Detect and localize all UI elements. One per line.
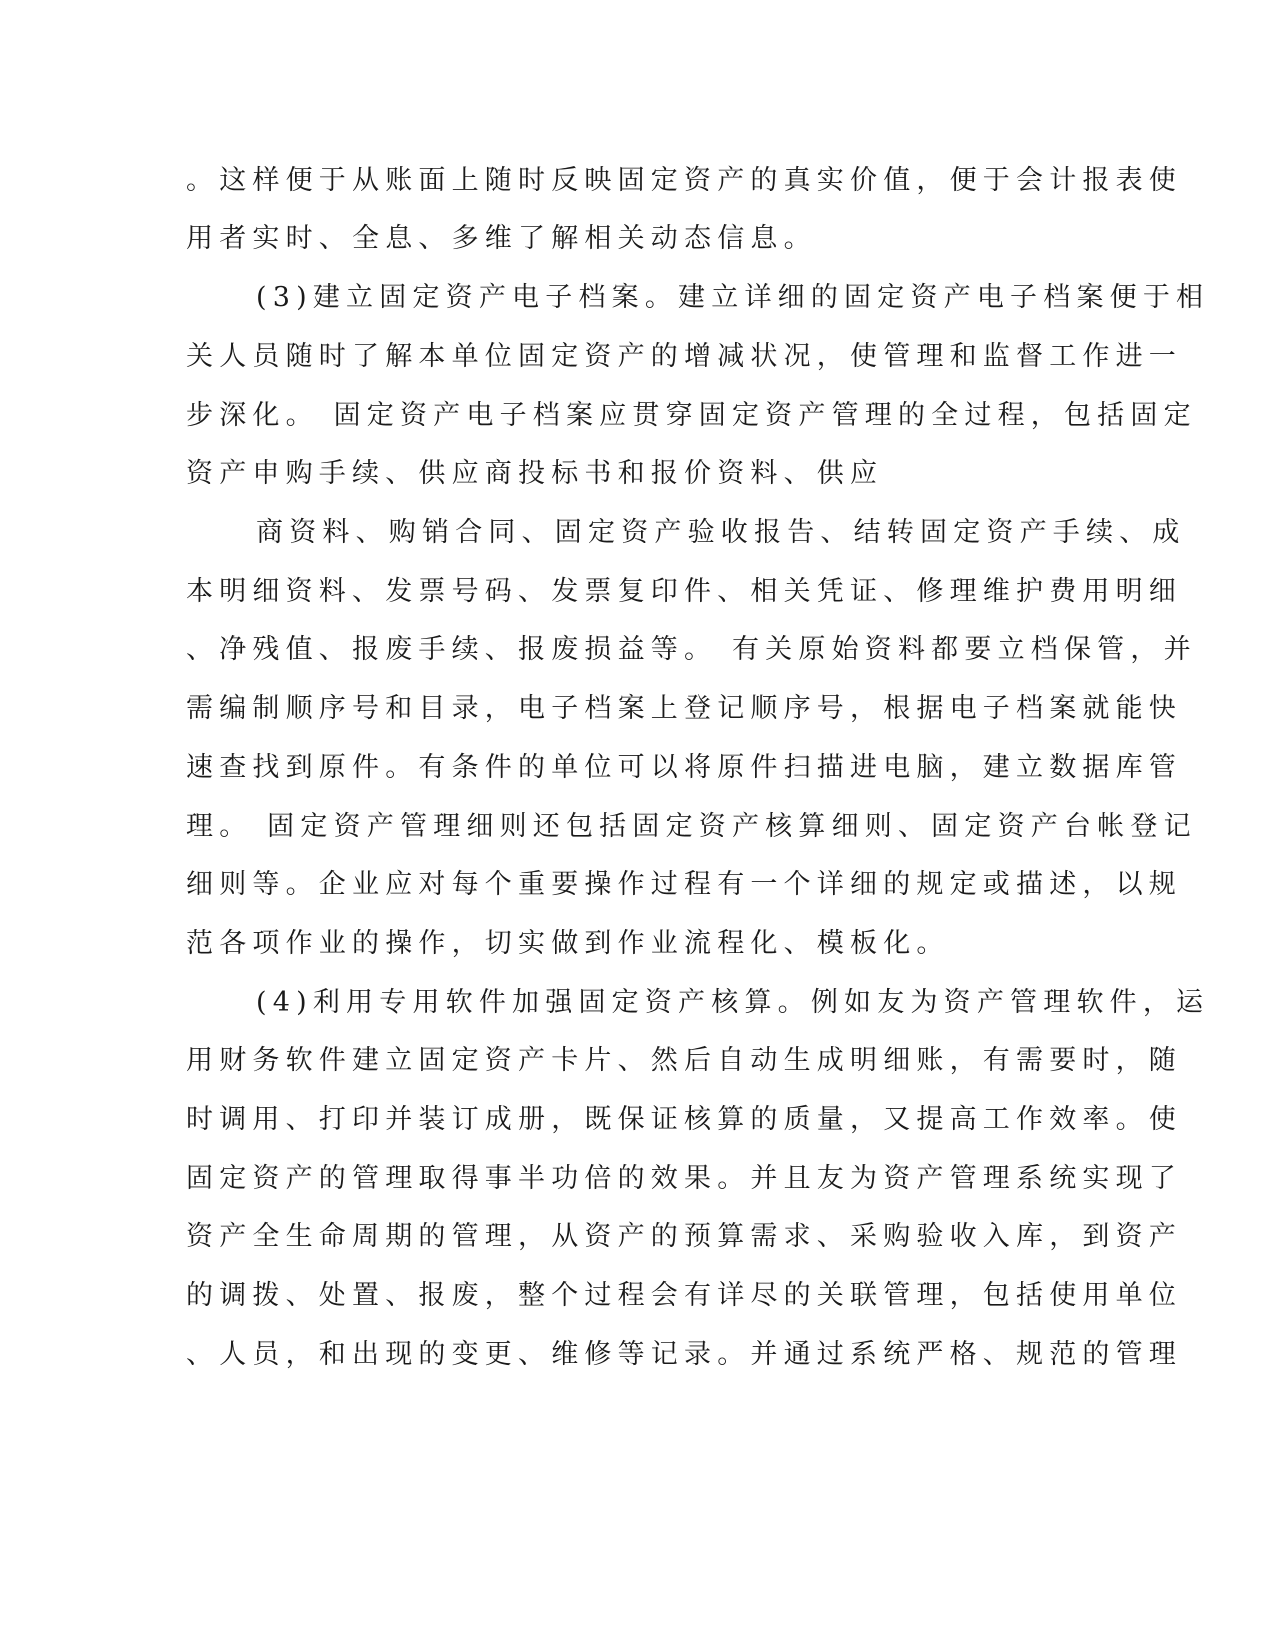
text-line: 用财务软件建立固定资产卡片、然后自动生成明细账，有需要时，随 [186, 1045, 1182, 1076]
text-line: 需编制顺序号和目录，电子档案上登记顺序号，根据电子档案就能快 [186, 693, 1182, 724]
text-line: 的调拨、处置、报废，整个过程会有详尽的关联管理，包括使用单位 [186, 1280, 1182, 1311]
text-line: 关人员随时了解本单位固定资产的增减状况，使管理和监督工作进一 [186, 341, 1182, 372]
text-line: 商资料、购销合同、固定资产验收报告、结转固定资产手续、成 [256, 517, 1186, 548]
text-line: 资产全生命周期的管理，从资产的预算需求、采购验收入库，到资产 [186, 1221, 1182, 1252]
text-line: 。这样便于从账面上随时反映固定资产的真实价值，便于会计报表使 [186, 165, 1182, 196]
text-line: 细则等。企业应对每个重要操作过程有一个详细的规定或描述，以规 [186, 869, 1182, 900]
text-line: 本明细资料、发票号码、发票复印件、相关凭证、修理维护费用明细 [186, 576, 1182, 607]
paragraph-4-heading-line: (4)利用专用软件加强固定资产核算。例如友为资产管理软件，运 [256, 987, 1210, 1018]
text-line: 、净残值、报废手续、报废损益等。 有关原始资料都要立档保管，并 [186, 634, 1197, 665]
text-line: 时调用、打印并装订成册，既保证核算的质量，又提高工作效率。使 [186, 1104, 1182, 1135]
text-line: 速查找到原件。有条件的单位可以将原件扫描进电脑，建立数据库管 [186, 752, 1182, 783]
paragraph-3-heading-line: (3)建立固定资产电子档案。建立详细的固定资产电子档案便于相 [256, 282, 1210, 313]
text-line: 范各项作业的操作，切实做到作业流程化、模板化。 [186, 928, 950, 959]
text-line: 资产申购手续、供应商投标书和报价资料、供应 [186, 458, 884, 489]
text-line: 固定资产的管理取得事半功倍的效果。并且友为资产管理系统实现了 [186, 1163, 1182, 1194]
text-line: 步深化。 固定资产电子档案应贯穿固定资产管理的全过程，包括固定 [186, 400, 1197, 431]
text-line: 、人员，和出现的变更、维修等记录。并通过系统严格、规范的管理 [186, 1339, 1182, 1370]
text-line: 理。 固定资产管理细则还包括固定资产核算细则、固定资产台帐登记 [186, 811, 1197, 842]
text-line: 用者实时、全息、多维了解相关动态信息。 [186, 223, 817, 254]
